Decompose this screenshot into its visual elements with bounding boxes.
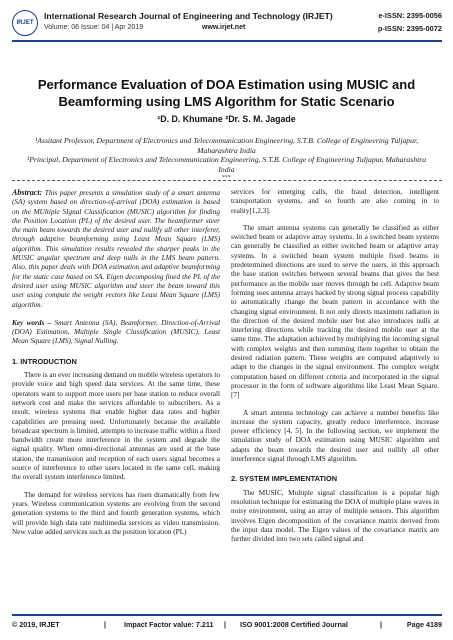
system-paragraph-1: The MUSIC, Multiple signal classification is a popular high resolution technique for estimating the DOA of multiple plane waves in noisy environment, using an array of multiple sensors. This algorithm involves Eigen decomposition of the covariance matrix derived from the input data model. The Eigen values of the covariance matrix are further divided into two sets called signal and xyxy=(231,488,439,544)
section-heading-introduction: 1. INTRODUCTION xyxy=(12,356,77,366)
journal-website: www.irjet.net xyxy=(202,24,246,31)
title-line-2: Beamforming using LMS Algorithm for Static Scenario xyxy=(58,94,395,109)
keywords-label: Key words – xyxy=(12,318,52,327)
keywords-text: Smart Antenna (SA), Beamformer, Direction-of-Arrival (DOA) Estimation, Multiple Single Classification (MUSIC), Least Mean Square (LMS), Signal Nulling. xyxy=(12,318,221,346)
abstract-label: Abstract: xyxy=(12,188,43,197)
journal-footer xyxy=(12,620,442,632)
title-line-1: Performance Evaluation of DOA Estimation using MUSIC and xyxy=(37,77,416,92)
right-column xyxy=(231,188,439,544)
journal-header xyxy=(12,10,442,40)
abstract xyxy=(12,188,220,310)
left-column xyxy=(12,188,220,537)
p-issn: p-ISSN: 2395-0072 xyxy=(377,24,442,33)
volume-issue: Volume: 06 Issue: 04 | Apr 2019 xyxy=(44,24,144,31)
affiliation-2: ¹Principal, Department of Electronics and Telecommunication Engineering, S.T.B. College of Engineering Tuljapur, Maharashtra India xyxy=(26,155,427,174)
footer-impact-factor: Impact Factor value: 7.211 xyxy=(124,620,214,629)
header-divider xyxy=(12,40,442,42)
footer-page-number: Page 4189 xyxy=(406,620,442,629)
affiliation-1: ¹Assitant Professor, Department of Electronics and Telecommunication Engineering, S.T.B. College of Engineering Tuljapur, Maharashtra India xyxy=(34,136,419,155)
footer-separator: | xyxy=(380,620,383,629)
footer-separator: | xyxy=(224,620,227,629)
section-heading-system-implementation: 2. SYSTEM IMPLEMENTATION xyxy=(231,474,338,484)
intro-paragraph-5: A smart antenna technology can achieve a number benefits like increase the system capacity, greatly reduce interference, increase power efficiency [4, 5]. In the following section, we implement the simulation study of DOA estimation using MUSIC algorithm and adapts the beam towards the desired user and nullify all other interference signal through LMS algorithm. xyxy=(231,408,439,464)
intro-paragraph-1: There is an ever increasing demand on mobile wireless operators to provide voice and high speed data services. At the same time, these operators want to support more users per base station to reduce overall network cost and make the services affordable to subscribers. As a result, wireless systems that enable higher data rates and higher capabilities are pressing need. Unfortunately because the available broadcast spectrum is limited, attempts to increase traffic within a fixed bandwidth create more interference in the system and degrade the signal quality. When omni-directional antennas are used at the base station, the transmission and reception of each users signal becomes a source of interference to other users located in the same cell, making the overall system interference limited. xyxy=(12,371,220,482)
abstract-text: This paper presents a simulation study of a smart antenna (SA) system based on direction-of-arrival (DOA) estimation is based on the MUltiple SIgnal Classification (MUSIC) algorithm for finding the Position Location (PL) of the desired user. The beamformer steer the main beam towards the desired user and nullify all other interferer, through adaptive beamforming using Least Mean Square (LMS) algorithm. This simulation results revealed the sharper peaks in the MUSIC angular spectrum and deep nulls in the LMS beam pattern. Also, this paper deals with DOA estimation and adaptive beamforming for the static case based on SA. Eigen decomposing fined the PL of the desired user using MUSIC algorithm and steer the beam toward this user using compute the weight vectors like Least Mean Square (LMS) algorithm. xyxy=(12,189,220,309)
e-issn: e-ISSN: 2395-0056 xyxy=(378,11,442,20)
paper-authors: ¹D. D. Khumane ²Dr. S. M. Jagade xyxy=(157,114,296,124)
footer-iso: ISO 9001:2008 Certified Journal xyxy=(240,620,348,629)
keywords xyxy=(12,319,220,347)
logo-text: IRJET xyxy=(16,20,34,26)
paper-title xyxy=(20,76,433,110)
footer-divider xyxy=(12,614,442,616)
journal-name: International Research Journal of Engineering and Technology (IRJET) xyxy=(44,11,333,21)
intro-paragraph-2: The demand for wireless services has risen dramatically from few years. Wireless communication systems are evolving from the second generation systems to the third and fourth generation systems, which will provide high data rate multimedia services as video transmission. New value added services such as the position location (PL) xyxy=(12,490,220,536)
intro-paragraph-4: The smart antenna systems can generally be classified as either switched beam or adaptive array systems. In a switched beam systems can generally be classified as either switched beam or adaptive array systems. In a switched beam system multiple fixed beams in predetermined directions are used to serve the users. in this approach the base station switches between several beams that gives the best performance as the mobile user moves through he cell. Adaptive beam forming uses antenna arrays backed by strong signal process capability to automatically change the beam pattern in accordance with the changing signal environment. It not only directs maximum radiation in the direction of the desired mobile user but also introduces nulls at interfering directions while tracking the desired mobile user at the same time. The adaptation achieved by multiplying the incoming signal with complex weights and then summing them together to obtain the desired radiation pattern. These weights are computed adaptively to adapt to the changes in the signal environment. The complex weight computation based on different criteria and incorporated in the signal processor in the form of software algorithms like Least Mean Square. [7] xyxy=(231,223,439,400)
footer-separator: | xyxy=(104,620,107,629)
footer-copyright: © 2019, IRJET xyxy=(12,620,60,629)
intro-paragraph-3: services for emerging calls, the fraud detection, intelligent transportation systems, and so fourth are also coming in to reality[1,2,3]. xyxy=(231,188,439,215)
divider-stars: *** xyxy=(222,175,231,181)
journal-logo xyxy=(12,10,38,36)
